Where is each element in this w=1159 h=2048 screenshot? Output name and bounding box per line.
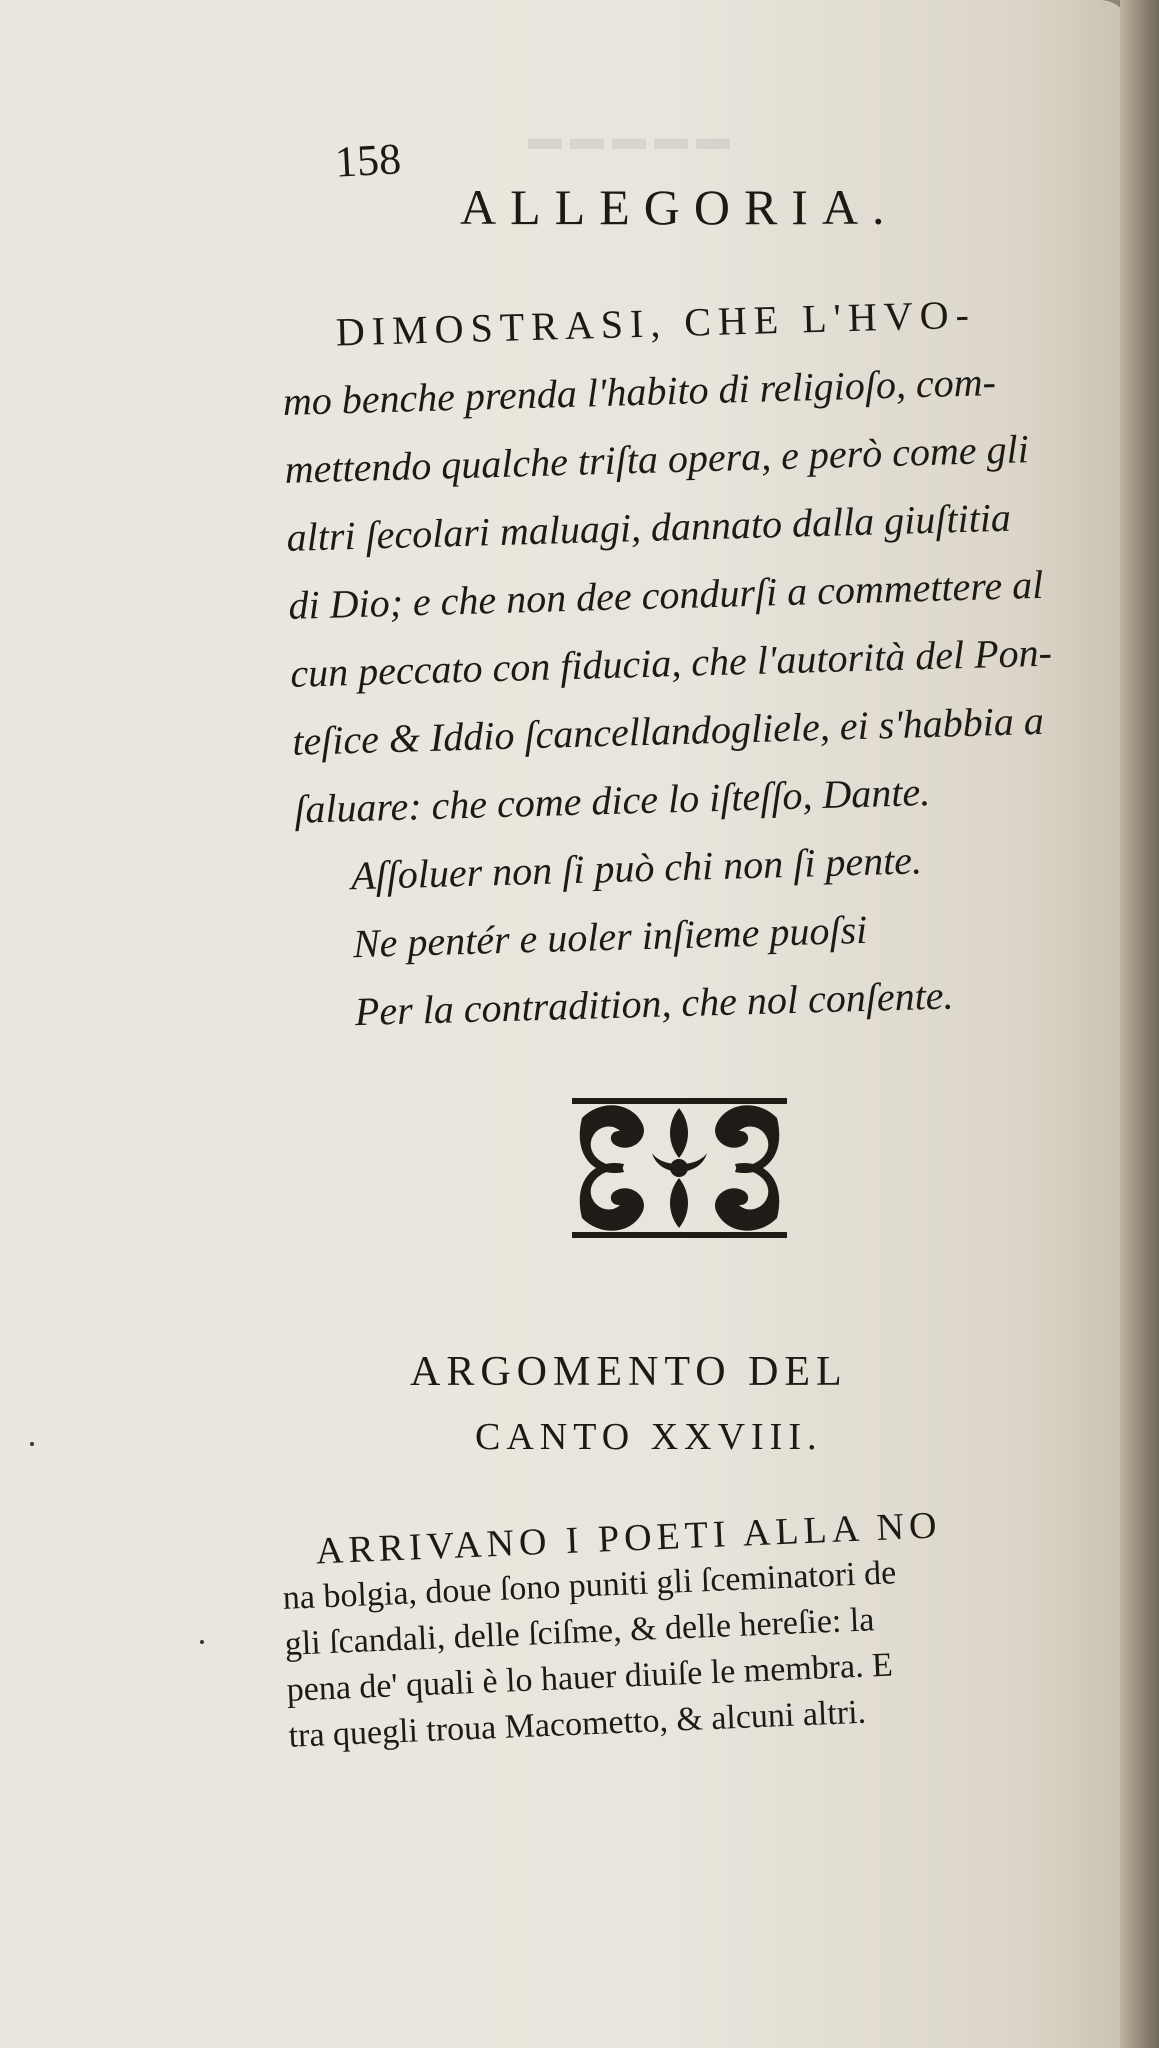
- argument-subtitle: CANTO XXVIII.: [475, 1416, 823, 1458]
- verse-line: Ne pentér e uoler inſieme puoſsi: [352, 906, 868, 967]
- text-line: di Dio; e che non dee condurſi a commettere al: [287, 561, 1044, 628]
- argument-title: ARGOMENTO DEL: [410, 1349, 848, 1395]
- text-line: pena de' quali è lo hauer diuiſe le membra. E: [285, 1646, 894, 1709]
- text-line: teſice & Iddio ſcancellandogliele, ei s'habbia a: [291, 697, 1045, 764]
- text-line: ſaluare: che come dice lo iſteſſo, Dante.: [293, 769, 931, 832]
- ink-speck: [30, 1442, 34, 1446]
- ink-speck: [200, 1640, 204, 1644]
- verse-line: Aſſoluer non ſi può chi non ſi pente.: [350, 837, 923, 899]
- section-heading: ALLEGORIA.: [460, 179, 899, 235]
- text-line: DIMOSTRASI, CHE L'HVO-: [335, 291, 977, 355]
- book-spine-edge: [1120, 0, 1159, 2048]
- floral-woodcut-ornament-icon: [572, 1098, 787, 1238]
- text-line: gli ſcandali, delle ſciſme, & delle hereſie: la: [284, 1601, 876, 1663]
- text-line: ARRIVANO I POETI ALLA NO: [315, 1504, 943, 1573]
- page-number: 158: [333, 134, 403, 187]
- text-line: mo benche prenda l'habito di religioſo, com-: [282, 359, 997, 424]
- text-line: na bolgia, doue ſono puniti gli ſceminatori de: [282, 1554, 897, 1617]
- show-through-shadow: ▬▬▬▬▬: [520, 120, 730, 157]
- verse-line: Per la contradition, che nol conſente.: [354, 972, 955, 1035]
- text-line: mettendo qualche triſta opera, e però come gli: [284, 426, 1030, 492]
- text-line: altri ſecolari maluagi, dannato dalla giuſtitia: [286, 494, 1012, 560]
- allegory-text: [280, 277, 1130, 1048]
- text-line: tra quegli troua Macometto, & alcuni altri.: [287, 1693, 867, 1755]
- text-line: cun peccato con fiducia, che l'autorità del Pon-: [289, 629, 1053, 696]
- argument-text: [280, 1495, 1129, 1760]
